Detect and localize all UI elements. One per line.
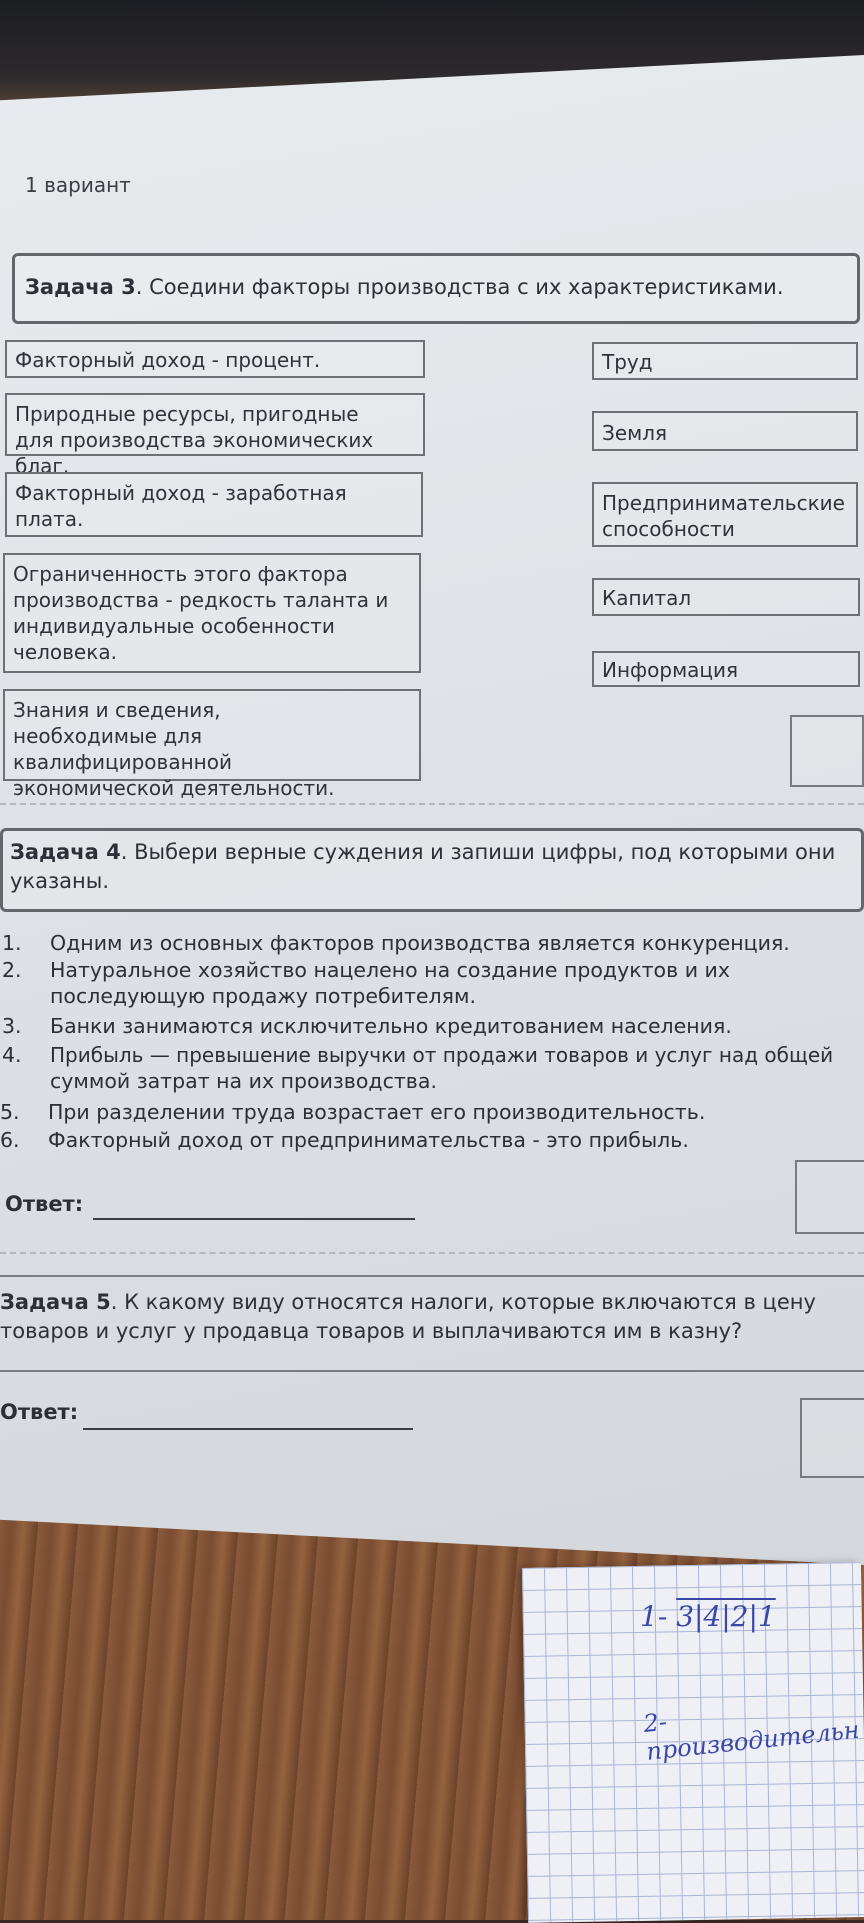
task4-item-2-text-1: Натуральное хозяйство нацелено на создание продуктов и их — [50, 958, 730, 982]
task4-item-5-text: При разделении труда возрастает его производительность. — [48, 1100, 706, 1124]
right-item-predprinimatelskie[interactable]: Предпринимательские способности — [592, 482, 858, 547]
left-item-4[interactable]: Ограниченность этого фактора производства - редкость таланта и индивидуальные особенности человека. — [3, 553, 421, 673]
task4-item-4-num: 4. — [2, 1043, 22, 1067]
task5-score-box[interactable] — [800, 1398, 864, 1478]
task4-item-2-num: 2. — [2, 958, 22, 982]
task3-label: Задача 3 — [25, 275, 136, 299]
task4-item-3[interactable] — [2, 1013, 852, 1039]
task3-score-box[interactable] — [790, 715, 864, 787]
variant-label: 1 вариант — [25, 173, 131, 197]
task4-item-2[interactable] — [2, 957, 852, 1009]
left-item-5[interactable]: Знания и сведения, необходимые для квалифицированной экономической деятельности. — [3, 689, 421, 781]
left-item-1[interactable]: Факторный доход - процент. — [5, 340, 425, 378]
task4-label: Задача 4 — [10, 840, 121, 864]
task4-item-1[interactable] — [2, 930, 852, 956]
divider-2 — [0, 1252, 864, 1254]
handwritten-answer-2: 2-производительн — [642, 1707, 861, 1766]
task4-item-4-text-2: суммой затрат на их производства. — [50, 1069, 437, 1093]
right-item-informaciya[interactable]: Информация — [592, 651, 860, 687]
task4-item-2-text-2: последующую продажу потребителям. — [50, 984, 476, 1008]
task4-text: . Выбери верные суждения и запиши цифры, под которыми они указаны. — [10, 840, 836, 893]
task4-item-5-num: 5. — [0, 1100, 20, 1124]
divider-1 — [0, 803, 864, 805]
task3-text: . Соедини факторы производства с их характеристиками. — [135, 275, 784, 299]
task4-item-6[interactable] — [0, 1127, 850, 1153]
task4-item-3-num: 3. — [2, 1014, 22, 1038]
task5-answer-label: Ответ: — [0, 1400, 79, 1424]
task4-item-1-num: 1. — [2, 931, 22, 955]
task4-score-box[interactable] — [795, 1160, 864, 1234]
task5-top-rule — [0, 1275, 864, 1277]
task5-bottom-rule — [0, 1370, 864, 1372]
task4-item-4[interactable] — [2, 1042, 852, 1094]
right-item-zemlya[interactable]: Земля — [592, 411, 858, 451]
task5-title — [0, 1288, 860, 1346]
task4-item-5[interactable] — [0, 1099, 850, 1125]
task4-answer-label: Ответ: — [5, 1192, 84, 1216]
task5-label: Задача 5 — [0, 1290, 111, 1314]
task4-title — [10, 838, 840, 896]
handwritten-answer-1 — [640, 1600, 776, 1633]
right-item-trud[interactable]: Труд — [592, 342, 858, 380]
handwritten-prefix-1: 1- — [640, 1600, 668, 1633]
task4-answer-line[interactable] — [93, 1200, 415, 1220]
task4-item-6-num: 6. — [0, 1128, 20, 1152]
task5-text-2: товаров и услуг у продавца товаров и выплачиваются им в казну? — [0, 1319, 743, 1343]
task5-text-1: . К какому виду относятся налоги, которые включаются в цену — [110, 1290, 816, 1314]
task5-answer-line[interactable] — [83, 1410, 413, 1430]
task4-item-3-text: Банки занимаются исключительно кредитованием населения. — [50, 1014, 732, 1038]
task4-item-4-text-1: Прибыль — превышение выручки от продажи товаров и услуг над общей — [50, 1043, 834, 1067]
left-item-2[interactable]: Природные ресурсы, пригодные для производства экономических благ. — [5, 393, 425, 456]
left-item-3[interactable]: Факторный доход - заработная плата. — [5, 472, 423, 537]
handwritten-digits-1: 3|4|2|1 — [676, 1600, 776, 1633]
task4-item-6-text: Факторный доход от предпринимательства - это прибыль. — [48, 1128, 689, 1152]
task4-item-1-text: Одним из основных факторов производства является конкуренция. — [50, 931, 790, 955]
task3-title — [25, 274, 784, 301]
right-item-kapital[interactable]: Капитал — [592, 578, 860, 616]
